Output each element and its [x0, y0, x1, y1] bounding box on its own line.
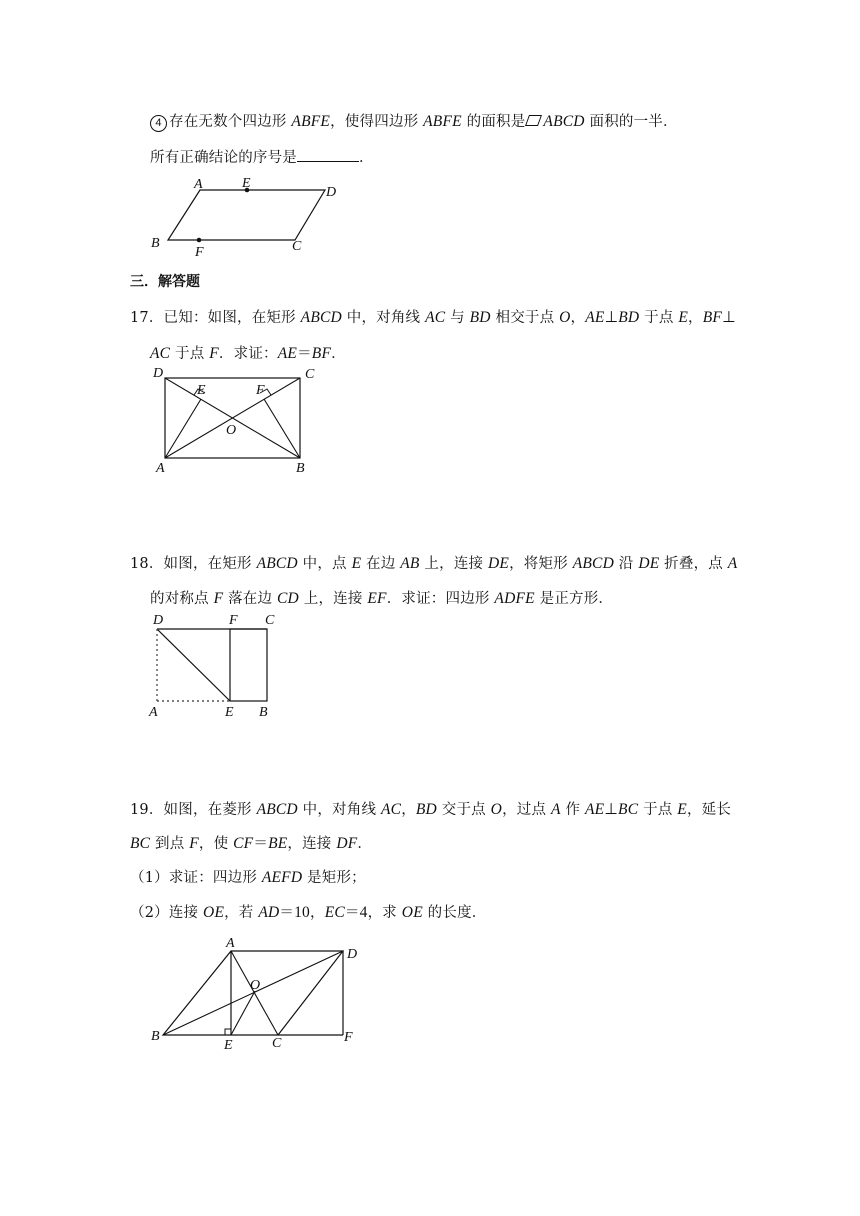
text-run: ，	[688, 310, 703, 326]
text-run: ．	[357, 836, 373, 852]
text-run: ⊥	[722, 309, 736, 326]
var: ABFE	[423, 113, 462, 130]
math-var: F	[213, 590, 224, 607]
segment-bf	[264, 399, 300, 458]
label-d: D	[153, 613, 164, 628]
parallelogram-abcd	[168, 190, 325, 240]
math-var: AC	[425, 309, 446, 326]
math-var: ABCD	[300, 309, 342, 326]
label-f: F	[344, 1030, 353, 1045]
math-var: AEFD	[261, 869, 303, 886]
math-var: ABCD	[256, 555, 298, 572]
text-run: 19．如图，在菱形	[130, 802, 257, 818]
q19-line-3	[130, 866, 366, 887]
text-run: ＝	[279, 905, 295, 921]
text-run: 交于点	[436, 802, 491, 818]
text-run: ．求证：	[218, 346, 278, 362]
math-var: AD	[258, 904, 280, 921]
text-run: 到点	[150, 836, 190, 852]
math-var: AE	[585, 801, 605, 818]
math-var: O	[559, 309, 571, 326]
math-var: O	[490, 801, 503, 818]
math-var: BD	[469, 309, 491, 326]
label-b: B	[259, 705, 268, 720]
q19-line-2	[130, 832, 372, 853]
math-var: E	[677, 801, 687, 818]
text-run: 4	[359, 904, 368, 921]
text-run: 中，对角线	[341, 310, 426, 326]
point-f	[197, 238, 202, 243]
text-run: ，将矩形	[509, 556, 573, 572]
text-run: 落在边	[223, 591, 277, 607]
text-run: 于点	[639, 310, 679, 326]
text-run: 17．已知：如图，在矩形	[130, 310, 301, 326]
q18-line-1	[130, 552, 737, 573]
text-run: ⊥	[604, 801, 619, 818]
q16-statement-4	[150, 110, 678, 132]
text-run: 是正方形．	[534, 591, 614, 607]
label-d: D	[326, 185, 337, 200]
math-var: ADFE	[494, 590, 535, 607]
label-e: E	[224, 1038, 233, 1053]
text-run: ，延长	[686, 802, 732, 818]
text: ，使得四边形	[330, 114, 424, 130]
label-f: F	[256, 383, 265, 398]
text-run: 折叠，点	[659, 556, 728, 572]
math-var: ABCD	[256, 801, 298, 818]
q19-line-1	[130, 798, 731, 819]
q17-line-1	[130, 306, 736, 327]
label-c: C	[292, 239, 302, 254]
q19-figure	[148, 933, 368, 1053]
label-o: O	[250, 978, 261, 993]
text-run: 上，连接	[298, 591, 368, 607]
label-c: C	[305, 367, 315, 382]
text-run: 于点	[170, 346, 210, 362]
text: ．	[359, 150, 374, 166]
math-var: BC	[618, 801, 639, 818]
math-var: ABCD	[572, 555, 614, 572]
text-run: 的对称点	[150, 591, 214, 607]
text-run: ，	[310, 905, 325, 921]
label-d: D	[153, 366, 164, 381]
text-run: ，	[570, 310, 586, 326]
text-run: （2）连接	[130, 905, 204, 921]
text-run: 上，连接	[419, 556, 489, 572]
math-var: E	[678, 309, 689, 326]
text-run: 在边	[361, 556, 401, 572]
label-e: E	[225, 705, 234, 720]
label-a: A	[156, 461, 165, 476]
section-title: 三．解答题	[130, 274, 200, 290]
label-c: C	[272, 1036, 282, 1051]
text-run: （1）求证：四边形	[130, 870, 262, 886]
text-run: 的长度．	[422, 905, 487, 921]
segment-ae	[165, 399, 201, 458]
text-run: ＝	[344, 905, 360, 921]
text-run: 与	[445, 310, 470, 326]
text: 的面积是	[461, 114, 526, 130]
math-var: OE	[203, 904, 225, 921]
math-var: OE	[401, 904, 423, 921]
math-var: CF	[233, 835, 254, 852]
math-var: F	[189, 835, 199, 852]
label-a: A	[149, 705, 158, 720]
math-var: EF	[367, 590, 387, 607]
text-run: ＝	[253, 836, 269, 852]
text-run: ．求证：四边形	[386, 591, 495, 607]
label-c: C	[265, 613, 275, 628]
q18-line-2	[150, 587, 613, 608]
circled-number: 4	[150, 115, 167, 132]
label-b: B	[151, 1029, 160, 1044]
text: 所有正确结论的序号是	[150, 150, 297, 166]
label-b: B	[151, 236, 160, 251]
var: ABFE	[291, 113, 331, 130]
label-o: O	[226, 423, 237, 438]
q17-figure	[148, 364, 323, 479]
text-run: ，连接	[287, 836, 337, 852]
math-var: DF	[336, 835, 358, 852]
var: ABCD	[543, 113, 585, 130]
math-var: A	[551, 801, 561, 818]
text-run: 中，对角线	[297, 802, 381, 818]
text-run: ，若	[224, 905, 259, 921]
rectangle-fcbe	[230, 629, 267, 701]
math-var: DE	[638, 555, 660, 572]
label-e: E	[242, 176, 251, 191]
diagonal-bd	[163, 951, 343, 1035]
math-var: DE	[488, 555, 510, 572]
math-var: BD	[618, 309, 640, 326]
math-var: A	[727, 555, 738, 572]
math-var: AB	[400, 555, 420, 572]
label-b: B	[296, 461, 305, 476]
text: 存在无数个四边形	[169, 114, 292, 130]
q17-line-2	[150, 342, 346, 363]
text-run: 是矩形；	[302, 870, 366, 886]
text-run: ，求	[367, 905, 402, 921]
label-f: F	[229, 613, 238, 628]
math-var: EC	[324, 904, 345, 921]
text-run: 中，点	[297, 556, 352, 572]
text-run: 于点	[638, 802, 678, 818]
label-f: F	[195, 245, 204, 260]
text-run: ，使	[198, 836, 234, 852]
q19-line-4	[130, 901, 486, 922]
text-run: ．	[331, 346, 346, 362]
math-var: BC	[130, 835, 151, 852]
math-var: AE	[585, 309, 605, 326]
label-e: E	[197, 383, 206, 398]
math-var: E	[351, 555, 362, 572]
label-d: D	[347, 947, 358, 962]
label-a: A	[226, 936, 235, 951]
text-run: ，过点	[502, 802, 551, 818]
math-var: AC	[380, 801, 402, 818]
math-var: BD	[415, 801, 437, 818]
math-var: BE	[268, 835, 288, 852]
q16-figure	[145, 172, 345, 262]
text-run: 沿	[613, 556, 639, 572]
right-angle-e-icon	[225, 1029, 231, 1035]
math-var: AE	[277, 345, 298, 362]
segment-de	[157, 629, 230, 701]
text-run: ，	[401, 802, 416, 818]
math-var: CD	[277, 590, 299, 607]
text-run: 18．如图，在矩形	[130, 556, 257, 572]
text: 面积的一半．	[584, 114, 678, 130]
math-var: AC	[150, 345, 171, 362]
math-var: F	[209, 345, 219, 362]
text-run: ＝	[297, 346, 312, 362]
parallelogram-symbol-icon	[525, 115, 542, 126]
q18-figure	[145, 608, 285, 723]
math-var: BF	[702, 309, 723, 326]
text-run: 相交于点	[490, 310, 560, 326]
label-a: A	[194, 177, 203, 192]
text-run: 10	[294, 904, 310, 921]
answer-blank[interactable]	[297, 149, 359, 162]
text-run: 作	[560, 802, 585, 818]
text-run: ⊥	[604, 309, 619, 326]
q16-answer-line	[150, 146, 374, 167]
math-var: BF	[311, 345, 332, 362]
